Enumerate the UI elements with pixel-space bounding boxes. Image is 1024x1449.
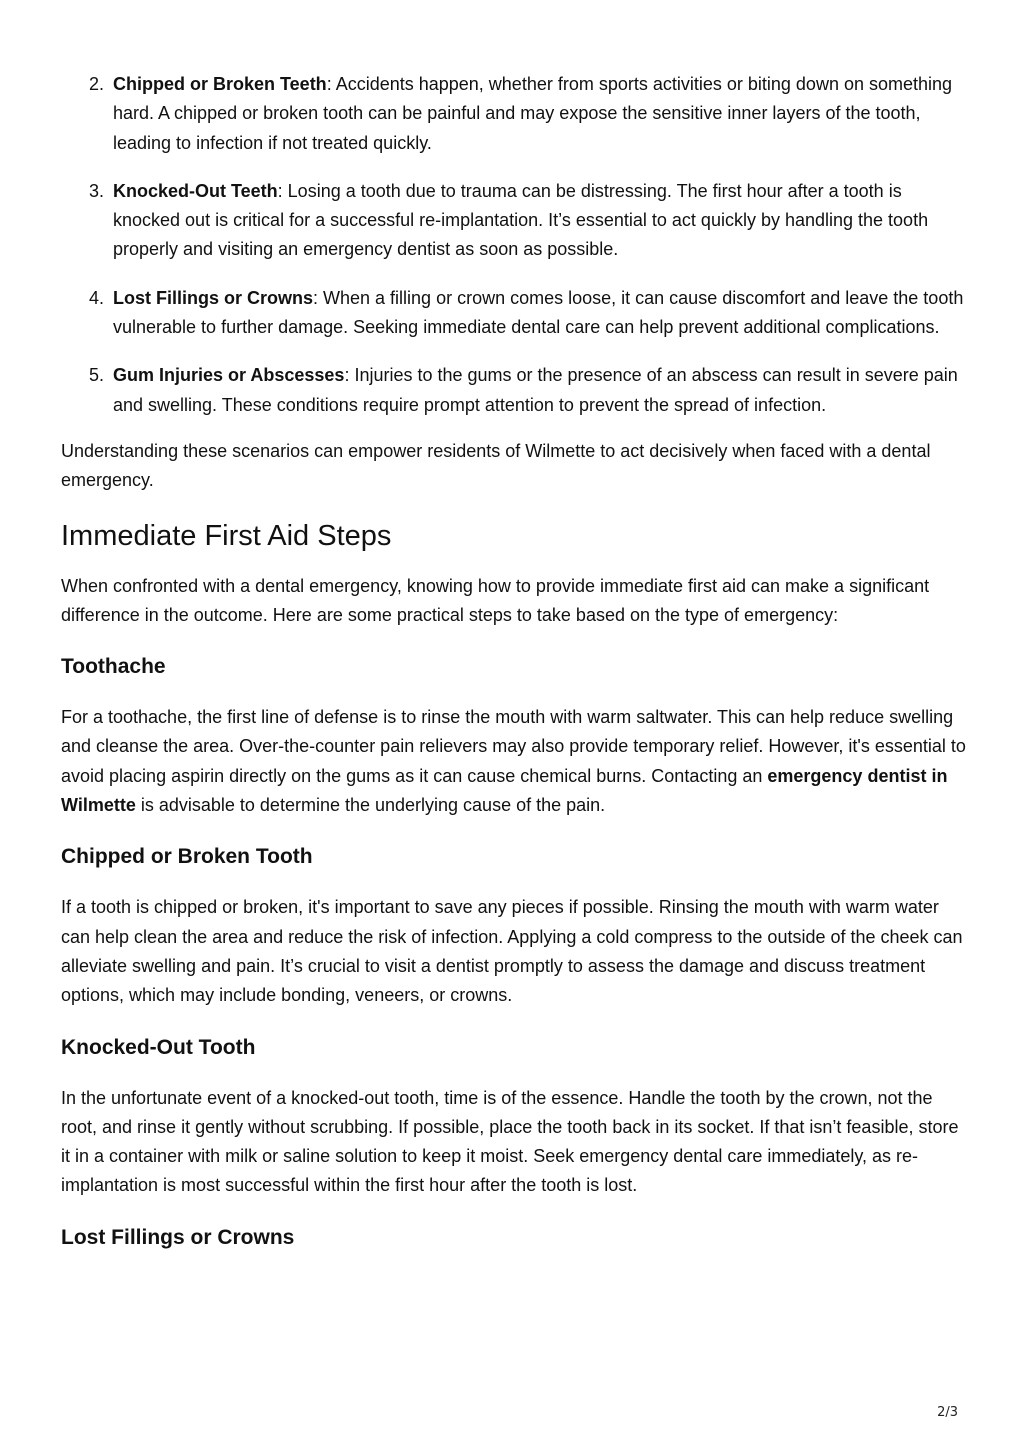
list-item-number: 4. bbox=[89, 287, 105, 308]
list-item-number: 5. bbox=[89, 365, 105, 386]
chipped-heading: Chipped or Broken Tooth bbox=[61, 845, 313, 869]
toothache-text-after: is advisable to determine the underlying cause of the pain. bbox=[135, 795, 606, 816]
list-item bbox=[61, 177, 966, 265]
list-item-term: Gum Injuries or Abscesses bbox=[113, 365, 345, 386]
chipped-paragraph: If a tooth is chipped or broken, it's important to save any pieces if possible. Rinsing the mouth with warm water can help clean the area and reduce the risk of infection. Applying a cold compress to the outside of the cheek can alleviate swelling and pain. It’s crucial to visit a dentist promptly to assess the damage and discuss treatment options, which may include bonding, veneers, or crowns. bbox=[61, 897, 963, 1006]
list-item bbox=[61, 70, 966, 158]
toothache-text-before: For a toothache, the first line of defense is to rinse the mouth with warm saltwater. This can help reduce swelling and cleanse the area. Over-the-counter pain relievers may also provide temporary relief. However, it's essential to avoid placing aspirin directly on the gums as it can cause chemical burns. Contacting an bbox=[61, 707, 966, 786]
scenario-list bbox=[61, 70, 966, 420]
list-item-term: Lost Fillings or Crowns bbox=[113, 287, 314, 308]
list-item-text: : Injuries to the gums or the presence of an abscess can result in severe pain and swelling. These conditions require prompt attention to prevent the spread of infection. bbox=[113, 365, 958, 415]
knocked-out-heading: Knocked-Out Tooth bbox=[61, 1035, 256, 1059]
page-number: 2/3 bbox=[937, 1405, 958, 1420]
document-page bbox=[61, 70, 966, 1252]
list-item-number: 3. bbox=[89, 180, 105, 201]
section-heading: Immediate First Aid Steps bbox=[61, 519, 392, 552]
section-intro: When confronted with a dental emergency, knowing how to provide immediate first aid can make a significant difference in the outcome. Here are some practical steps to take based on the type of emergency: bbox=[61, 575, 930, 625]
list-item-number: 2. bbox=[89, 74, 105, 94]
list-item-term: Chipped or Broken Teeth bbox=[113, 74, 327, 94]
list-item-term: Knocked-Out Teeth bbox=[113, 180, 278, 201]
scenarios-conclusion: Understanding these scenarios can empower residents of Wilmette to act decisively when faced with a dental emergency. bbox=[61, 440, 931, 491]
list-item bbox=[61, 284, 966, 343]
list-item bbox=[61, 361, 966, 420]
list-item-text: : Accidents happen, whether from sports activities or biting down on something hard. A chipped or broken tooth can be painful and may expose the sensitive inner layers of the tooth, leading to infection if not treated quickly. bbox=[113, 74, 953, 153]
toothache-bold-link-text: emergency dentist in Wilmette bbox=[61, 765, 948, 816]
toothache-paragraph bbox=[61, 703, 966, 820]
knocked-out-paragraph: In the unfortunate event of a knocked-out tooth, time is of the essence. Handle the tooth by the crown, not the root, and rinse it gently without scrubbing. If possible, place the tooth back in its socket. If that isn’t feasible, store it in a container with milk or saline solution to keep it moist. Seek emergency dental care immediately, as re-implantation is most successful within the first hour after the tooth is lost. bbox=[61, 1087, 959, 1196]
toothache-heading: Toothache bbox=[61, 655, 166, 679]
lost-fillings-heading: Lost Fillings or Crowns bbox=[61, 1225, 295, 1249]
list-item-text: : When a filling or crown comes loose, it can cause discomfort and leave the tooth vulnerable to further damage. Seeking immediate dental care can help prevent additional complications. bbox=[113, 287, 964, 338]
list-item-text: : Losing a tooth due to trauma can be distressing. The first hour after a tooth is knocked out is critical for a successful re-implantation. It’s essential to act quickly by handling the tooth properly and visiting an emergency dentist as soon as possible. bbox=[113, 180, 929, 260]
